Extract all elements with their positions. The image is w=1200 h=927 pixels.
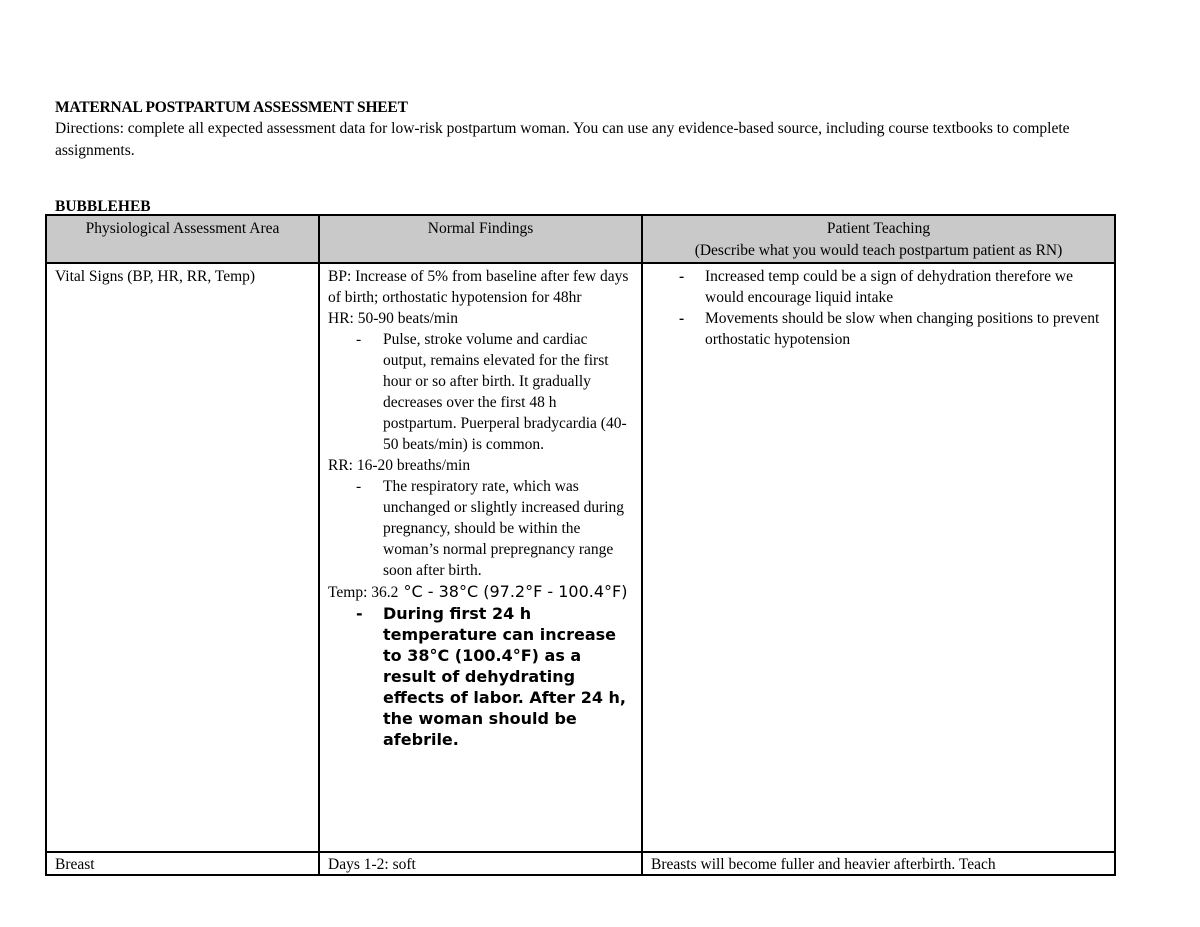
list-item: - Movements should be slow when changing positions to prevent orthostatic hypotension <box>705 308 1106 350</box>
table-row <box>46 852 1115 875</box>
temp-note-list <box>328 603 633 750</box>
breast-teaching: Breasts will become fuller and heavier afterbirth. Teach <box>651 856 996 873</box>
table-header-row <box>46 215 1115 263</box>
bp-finding: BP: Increase of 5% from baseline after few days of birth; orthostatic hypotension for 48hr <box>328 268 629 306</box>
rr-note: - The respiratory rate, which was unchanged or slightly increased during pregnancy, should be within the woman’s normal prepregnancy range soon after birth. <box>383 476 633 581</box>
header-patient-teaching-label: Patient Teaching <box>826 220 931 237</box>
assessment-table <box>45 214 1116 876</box>
section-title: BUBBLEHEB <box>55 198 151 215</box>
rr-note-list <box>328 476 633 581</box>
rr-finding: RR: 16-20 breaths/min <box>328 457 471 474</box>
breast-teaching-cell <box>642 852 1115 875</box>
document-title: MATERNAL POSTPARTUM ASSESSMENT SHEET <box>55 99 408 116</box>
header-assessment-area <box>46 215 319 263</box>
directions-text: Directions: complete all expected assessment data for low-risk postpartum woman. You can use any evidence-based source, including course textbooks to complete assignments. <box>55 120 1070 159</box>
list-item: - Increased temp could be a sign of dehydration therefore we would encourage liquid intake <box>705 266 1106 308</box>
vitals-findings-cell <box>319 263 642 852</box>
temp-finding-prefix: Temp: 36.2 <box>328 584 399 601</box>
header-normal-findings-label: Normal Findings <box>427 220 534 237</box>
header-normal-findings <box>319 215 642 263</box>
temp-note: - During first 24 h temperature can increase to 38°C (100.4°F) as a result of dehydrating effects of labor. After 24 h, the woman should be afebrile. <box>383 603 633 750</box>
breast-area-label: Breast <box>55 856 95 873</box>
table-row <box>46 263 1115 852</box>
hr-note-list <box>328 329 633 455</box>
breast-area-cell <box>46 852 319 875</box>
temp-finding <box>328 581 633 603</box>
header-assessment-area-label: Physiological Assessment Area <box>85 220 280 237</box>
hr-note: - Pulse, stroke volume and cardiac output, remains elevated for the first hour or so after birth. It gradually decreases over the first 48 h postpartum. Puerperal bradycardia (40-50 beats/min) is common. <box>383 329 633 455</box>
vitals-area-cell <box>46 263 319 852</box>
vitals-teaching-cell <box>642 263 1115 852</box>
hr-finding: HR: 50-90 beats/min <box>328 310 459 327</box>
breast-findings-cell <box>319 852 642 875</box>
vitals-teaching-list <box>651 266 1106 350</box>
vitals-area-label: Vital Signs (BP, HR, RR, Temp) <box>55 268 256 285</box>
breast-finding: Days 1-2: soft <box>328 856 416 873</box>
header-patient-teaching-sublabel: (Describe what you would teach postpartum patient as RN) <box>694 242 1063 259</box>
temp-finding-range: °C - 38°C (97.2°F - 100.4°F) <box>398 582 628 601</box>
header-patient-teaching <box>642 215 1115 263</box>
